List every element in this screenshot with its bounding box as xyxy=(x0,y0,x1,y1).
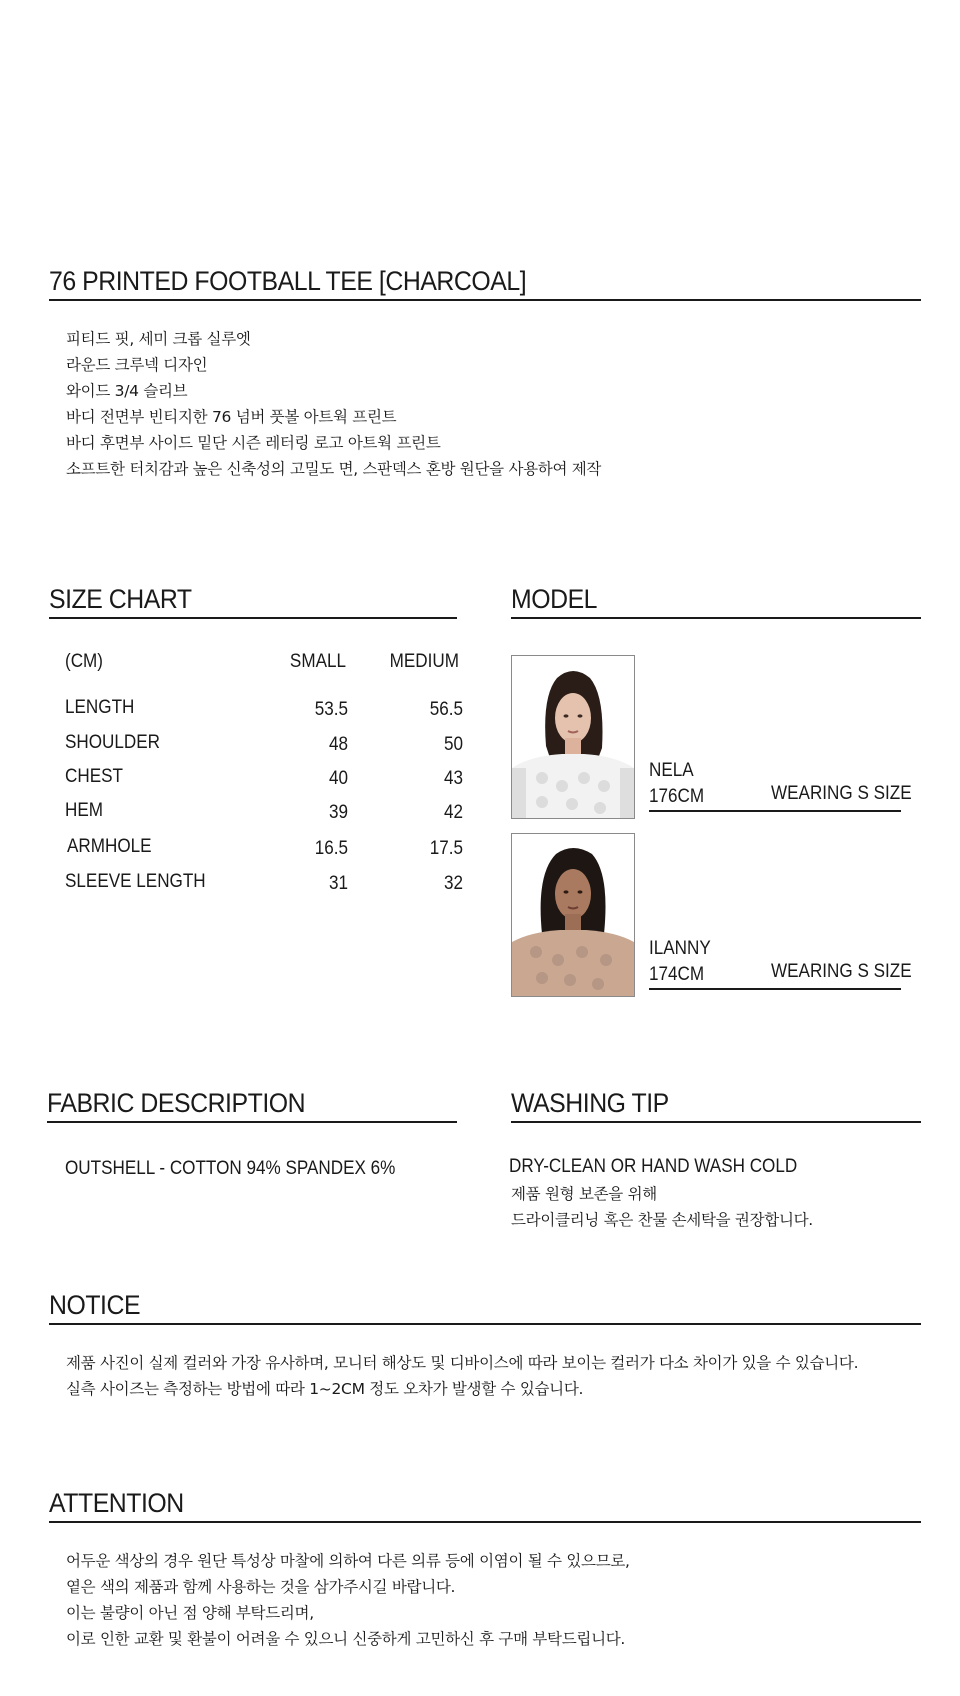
feature-item: 와이드 3/4 슬리브 xyxy=(66,382,188,400)
attention-line: 어두운 색상의 경우 원단 특성상 마찰에 의하여 다른 의류 등에 이염이 될 수 있으므로, xyxy=(66,1552,630,1570)
attention-line: 이로 인한 교환 및 환불이 어려울 수 있으니 신중하게 고민하신 후 구매 부탁드립니다. xyxy=(66,1630,626,1648)
notice-line: 제품 사진이 실제 컬러와 가장 유사하며, 모니터 해상도 및 디바이스에 따라 보이는 컬러가 다소 차이가 있을 수 있습니다. xyxy=(66,1354,859,1372)
size-cell-medium: 17.5 xyxy=(429,838,463,859)
neck-shape xyxy=(565,738,581,756)
model-photo-ilanny xyxy=(511,833,635,997)
size-cell-small: 53.5 xyxy=(314,699,348,720)
attention-line: 이는 불량이 아닌 점 양해 부탁드리며, xyxy=(66,1604,314,1622)
size-cell-medium: 50 xyxy=(443,734,463,755)
model-wearing: WEARING S SIZE xyxy=(771,783,912,804)
size-row-label: CHEST xyxy=(65,766,123,787)
size-row-label: LENGTH xyxy=(65,697,135,718)
feature-list xyxy=(66,326,601,482)
notice-divider xyxy=(49,1323,921,1325)
size-cell-medium: 32 xyxy=(443,873,463,894)
model-divider-line xyxy=(649,810,901,812)
washing-main: DRY-CLEAN OR HAND WASH COLD xyxy=(509,1156,798,1177)
model-divider xyxy=(511,617,921,619)
size-cell-small: 39 xyxy=(328,802,348,823)
size-cell-small: 40 xyxy=(328,768,348,789)
face-shape xyxy=(555,693,591,743)
column-header-medium: MEDIUM xyxy=(389,651,459,672)
size-cell-small: 16.5 xyxy=(314,838,348,859)
top-shape xyxy=(512,930,634,996)
feature-item: 바디 전면부 빈티지한 76 넘버 풋볼 아트웍 프린트 xyxy=(66,408,397,426)
column-header-small: SMALL xyxy=(289,651,346,672)
size-chart-heading: SIZE CHART xyxy=(49,584,192,614)
model-heading: MODEL xyxy=(511,584,598,614)
attention-line: 옅은 색의 제품과 함께 사용하는 것을 삼가주시길 바랍니다. xyxy=(66,1578,456,1596)
washing-divider xyxy=(511,1121,921,1123)
attention-lines xyxy=(66,1548,630,1652)
notice-heading: NOTICE xyxy=(49,1290,141,1320)
fabric-text: OUTSHELL - COTTON 94% SPANDEX 6% xyxy=(65,1158,396,1179)
feature-item: 피티드 핏, 세미 크롭 실루엣 xyxy=(66,330,251,348)
model-portrait-ilanny xyxy=(512,834,634,996)
unit-label: (CM) xyxy=(65,651,103,672)
fabric-heading: FABRIC DESCRIPTION xyxy=(47,1088,306,1118)
fabric-divider xyxy=(47,1121,457,1123)
feature-item: 라운드 크루넥 디자인 xyxy=(66,356,208,374)
sleeve-left xyxy=(512,768,526,818)
model-portrait-nela xyxy=(512,656,634,818)
model-name: ILANNY xyxy=(649,938,711,959)
feature-item: 소프트한 터치감과 높은 신축성의 고밀도 면, 스판덱스 혼방 원단을 사용하여 제작 xyxy=(66,460,602,478)
size-row-label: ARMHOLE xyxy=(67,836,152,857)
washing-lines xyxy=(511,1181,813,1233)
model-divider-line xyxy=(649,988,901,990)
model-name: NELA xyxy=(649,760,694,781)
size-cell-small: 48 xyxy=(328,734,348,755)
attention-heading: ATTENTION xyxy=(49,1488,184,1518)
feature-item: 바디 후면부 사이드 밑단 시즌 레터링 로고 아트웍 프린트 xyxy=(66,434,441,452)
size-cell-medium: 43 xyxy=(443,768,463,789)
title-divider xyxy=(49,299,921,301)
neck-shape xyxy=(565,914,581,932)
sleeve-right xyxy=(620,768,634,818)
washing-line: 드라이클리닝 혹은 찬물 손세탁을 권장합니다. xyxy=(511,1211,813,1229)
size-row-label: HEM xyxy=(65,800,104,821)
model-wearing: WEARING S SIZE xyxy=(771,961,912,982)
model-height: 176CM xyxy=(649,786,705,807)
notice-line: 실측 사이즈는 측정하는 방법에 따라 1~2CM 정도 오차가 발생할 수 있습니다. xyxy=(66,1380,584,1398)
washing-heading: WASHING TIP xyxy=(511,1088,669,1118)
size-cell-medium: 56.5 xyxy=(429,699,463,720)
size-row-label: SLEEVE LENGTH xyxy=(65,871,206,892)
model-photo-nela xyxy=(511,655,635,819)
attention-divider xyxy=(49,1521,921,1523)
notice-lines xyxy=(66,1350,858,1402)
washing-line: 제품 원형 보존을 위해 xyxy=(511,1185,657,1203)
model-height: 174CM xyxy=(649,964,705,985)
product-title: 76 PRINTED FOOTBALL TEE [CHARCOAL] xyxy=(49,266,527,296)
size-cell-small: 31 xyxy=(328,873,348,894)
size-row-label: SHOULDER xyxy=(65,732,161,753)
size-cell-medium: 42 xyxy=(443,802,463,823)
face-shape xyxy=(555,869,591,919)
size-chart-divider xyxy=(49,617,457,619)
